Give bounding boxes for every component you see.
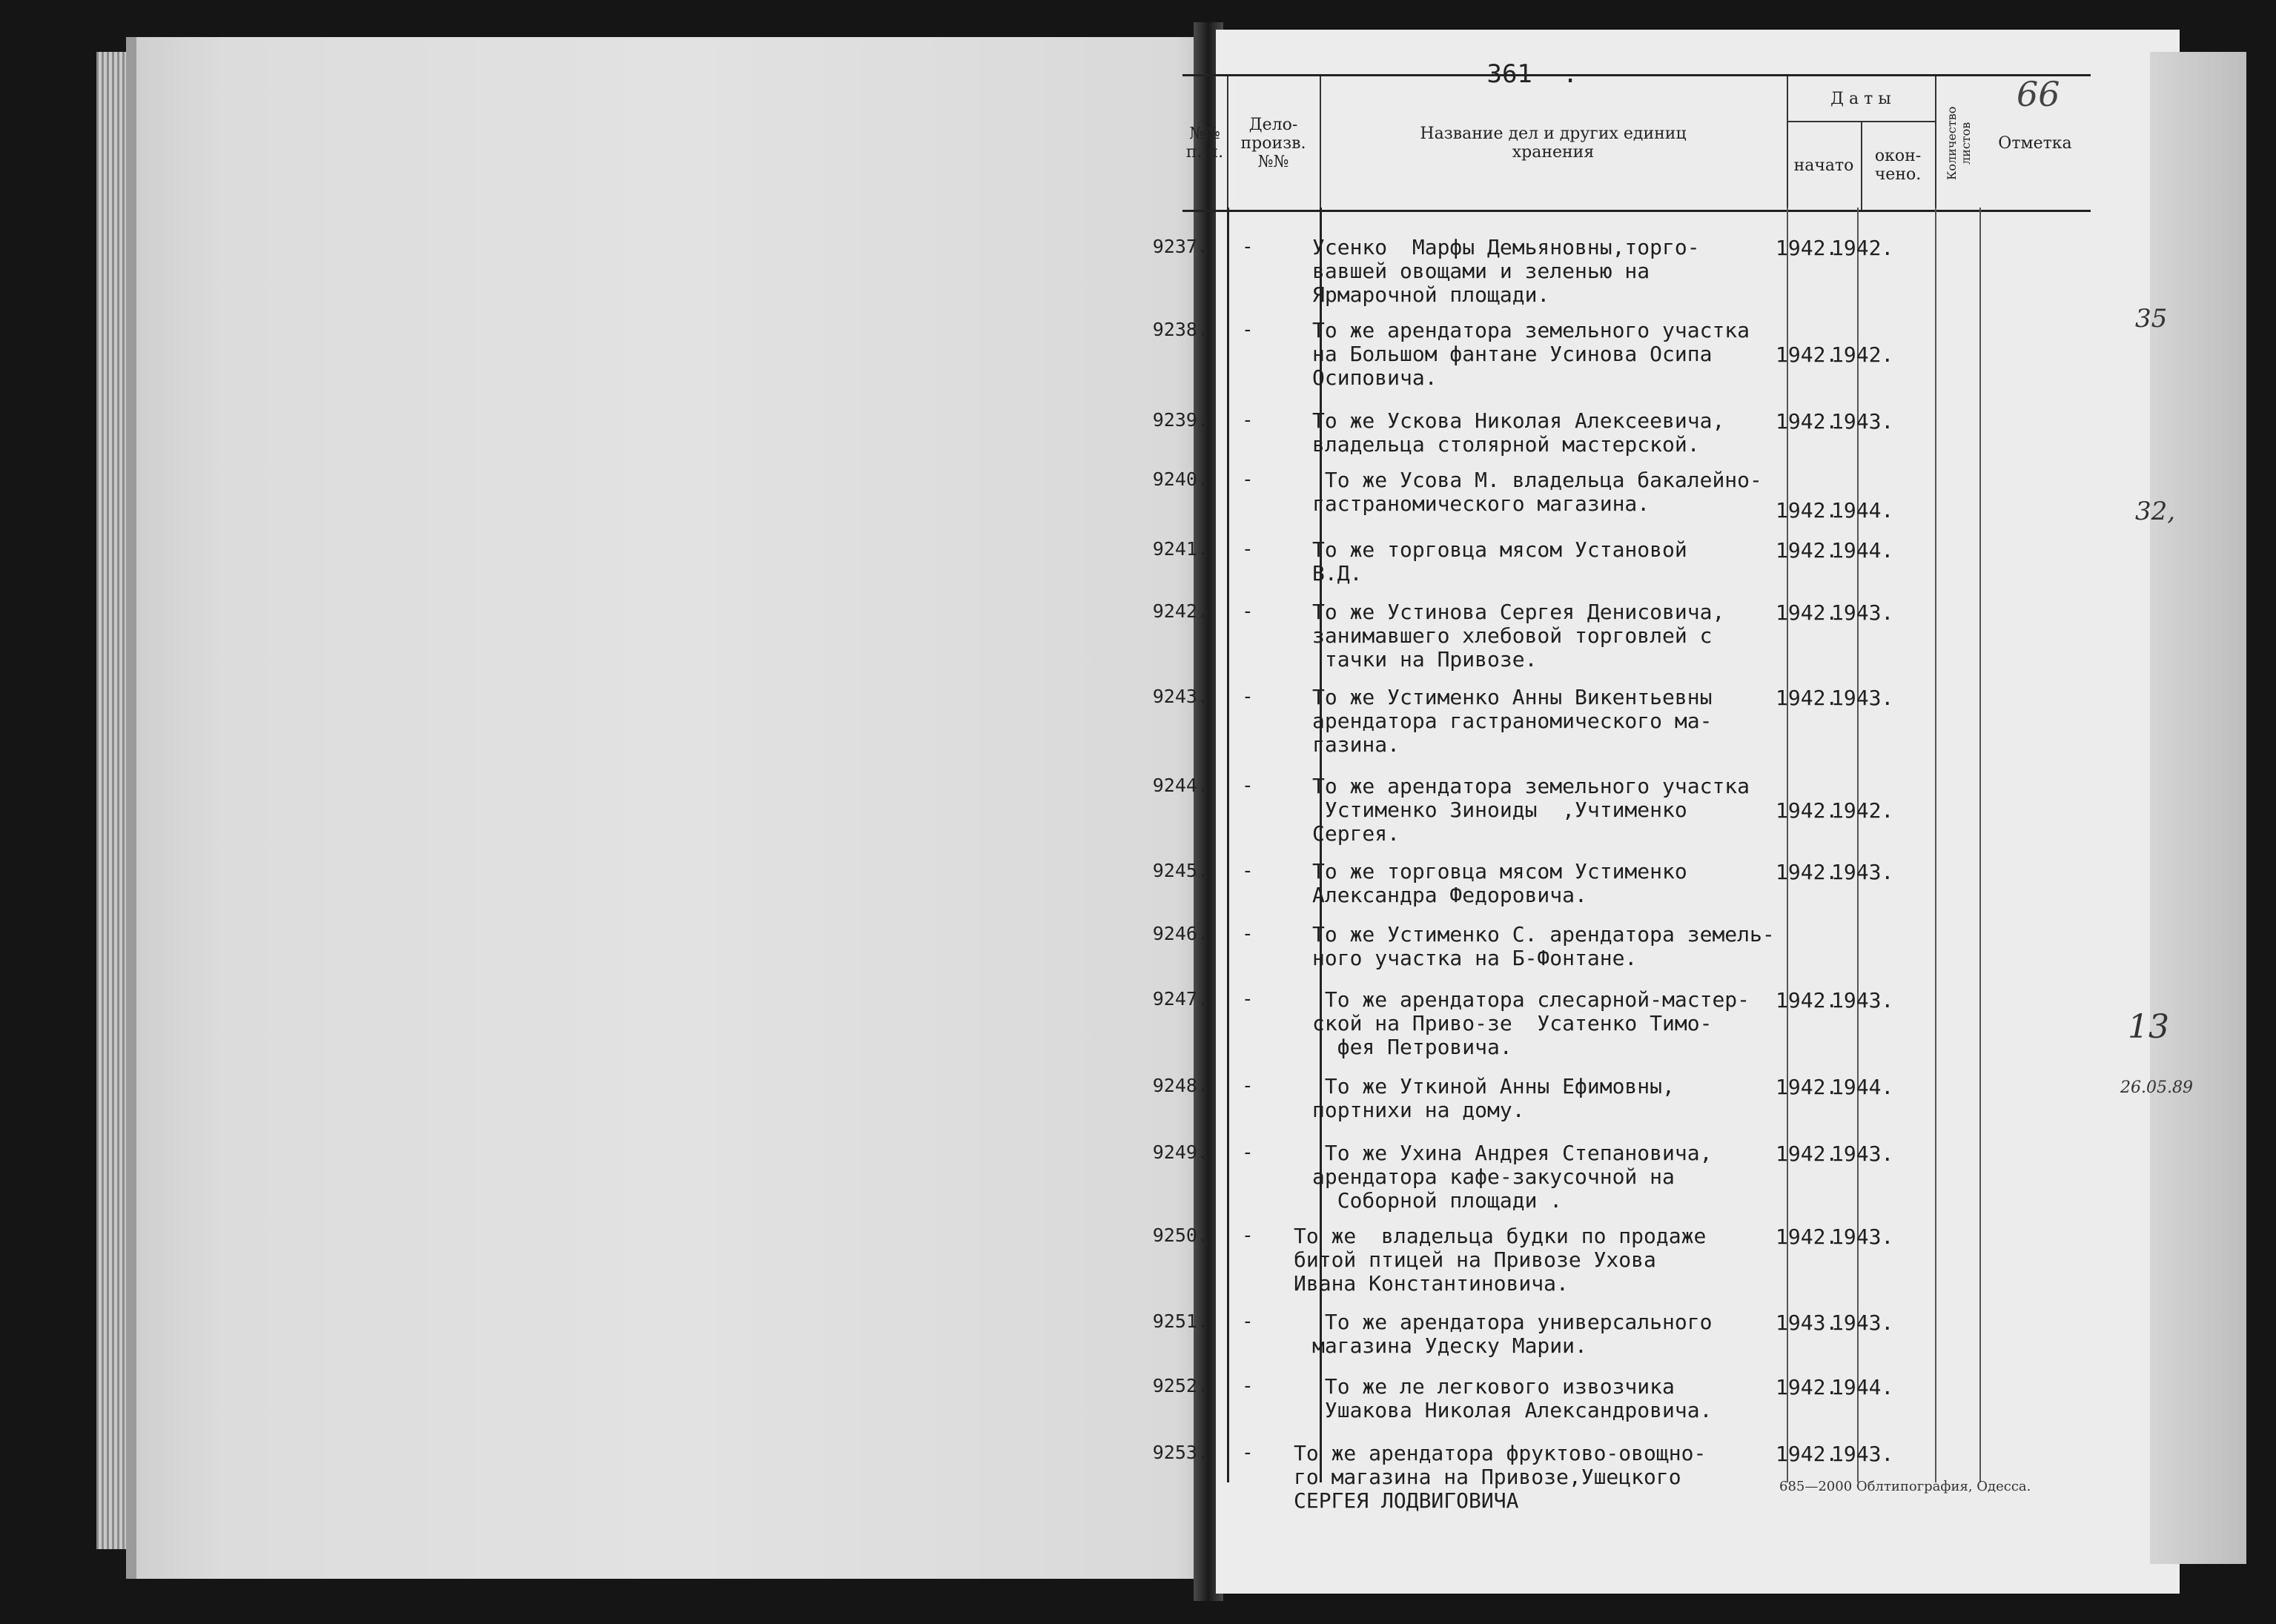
left-page-blank — [126, 37, 1219, 1579]
header-dates-group — [1787, 76, 1936, 210]
margin-note: 26.05.89 — [2120, 1078, 2193, 1097]
row-end: 1943. — [1831, 686, 1894, 710]
row-start: 1942. — [1776, 342, 1839, 367]
row-end: 1943. — [1831, 1442, 1894, 1466]
row-number: 9251. — [1152, 1310, 1208, 1332]
row-end: 1942. — [1831, 342, 1894, 367]
row-office: - — [1242, 1224, 1254, 1247]
row-number: 9242. — [1152, 600, 1208, 622]
column-rule — [1857, 208, 1859, 1482]
row-title: То же Ускова Николая Алексеевича, владельца столярной мастерской. — [1312, 408, 1725, 457]
header-num: №№ п. п. — [1182, 76, 1228, 210]
row-number: 9244. — [1152, 775, 1208, 796]
margin-note: 32, — [2135, 497, 2176, 526]
row-end: 1943. — [1831, 1224, 1894, 1249]
row-office: - — [1242, 409, 1254, 431]
row-title: То же Устинова Сергея Денисовича, занимавшего хлебовой торговлей с тачки на Привозе. — [1312, 600, 1725, 672]
row-office: - — [1242, 923, 1254, 945]
row-start: 1942. — [1776, 686, 1839, 710]
row-number: 9241. — [1152, 538, 1208, 560]
row-title: То же ле легкового извозчика Ушакова Николая Александровича. — [1324, 1374, 1713, 1422]
row-office: - — [1242, 1141, 1254, 1164]
row-number: 9247. — [1152, 988, 1208, 1010]
row-title: То же арендатора земельного участка Устименко Зиноиды ,Учтименко Сергея. — [1312, 774, 1750, 846]
row-start: 1942. — [1776, 860, 1839, 884]
row-office: - — [1242, 1375, 1254, 1397]
row-number: 9252. — [1152, 1375, 1208, 1396]
row-title: То же арендатора земельного участка на Большом фантане Усинова Осипа Осиповича. — [1312, 318, 1750, 390]
row-start: 1942. — [1776, 600, 1839, 625]
header-end: окон- чено. — [1874, 147, 1922, 184]
row-number: 9250. — [1152, 1224, 1208, 1246]
header-start: начато — [1787, 121, 1862, 210]
row-title: То же арендатора универсального магазина Удеску Марии. — [1312, 1310, 1713, 1358]
row-title: То же Устименко С. арендатора земель- ного участка на Б-Фонтане. — [1312, 922, 1775, 970]
row-end: 1943. — [1831, 600, 1894, 625]
row-office: - — [1242, 988, 1254, 1010]
header-note: Отметка — [1998, 133, 2072, 153]
row-office: - — [1242, 538, 1254, 560]
right-page-edge — [2150, 52, 2246, 1564]
row-office: - — [1242, 1075, 1254, 1097]
row-number: 9245. — [1152, 860, 1208, 881]
column-rule — [1979, 208, 1981, 1482]
row-title: То же владельца будки по продаже битой птицей на Привозе Ухова Ивана Константиновича. — [1294, 1224, 1707, 1296]
table-header — [1182, 74, 2091, 212]
row-end: 1943. — [1831, 409, 1894, 434]
row-number: 9249. — [1152, 1141, 1208, 1163]
column-rule — [1787, 208, 1788, 1482]
row-office: - — [1242, 860, 1254, 882]
row-number: 9237. — [1152, 236, 1208, 257]
row-end: 1942. — [1831, 236, 1894, 260]
row-title: То же Уткиной Анны Ефимовны, портнихи на дому. — [1312, 1074, 1675, 1122]
row-start: 1942. — [1776, 236, 1839, 260]
row-office: - — [1242, 236, 1254, 258]
header-title: Название дел и других единиц хранения — [1320, 76, 1788, 210]
row-start: 1942. — [1776, 409, 1839, 434]
row-title: То же торговца мясом Установой В.Д. — [1312, 537, 1687, 586]
row-end: 1944. — [1831, 1075, 1894, 1099]
column-rule — [1935, 208, 1936, 1482]
row-office: - — [1242, 1310, 1254, 1333]
row-number: 9253. — [1152, 1442, 1208, 1463]
row-office: - — [1242, 686, 1254, 708]
row-title: То же Усова М. владельца бакалейно- гастраномического магазина. — [1312, 468, 1762, 516]
row-office: - — [1242, 468, 1254, 491]
row-start: 1942. — [1776, 988, 1839, 1012]
row-end: 1943. — [1831, 1141, 1894, 1166]
printer-imprint: 685—2000 Облтипография, Одесса. — [1779, 1479, 2031, 1494]
row-title: То же арендатора фруктово-овощно- го магазина на Привозе,Ушецкого СЕРГЕЯ ЛОДВИГОВИЧА — [1294, 1441, 1707, 1513]
row-end: 1943. — [1831, 1310, 1894, 1335]
row-end: 1943. — [1831, 860, 1894, 884]
header-office: Дело- произв. №№ — [1227, 76, 1321, 210]
row-start: 1942. — [1776, 1224, 1839, 1249]
row-start: 1942. — [1776, 1375, 1839, 1399]
row-start: 1943. — [1776, 1310, 1839, 1335]
row-start: 1942. — [1776, 1141, 1839, 1166]
row-start: 1942. — [1776, 798, 1839, 823]
row-office: - — [1242, 1442, 1254, 1464]
header-dates: Д а т ы — [1787, 76, 1935, 122]
page-number: -361 -. — [1472, 59, 1578, 89]
row-start: 1942. — [1776, 498, 1839, 523]
row-number: 9238. — [1152, 319, 1208, 340]
row-title: То же торговца мясом Устименко Александра Федоровича. — [1312, 859, 1687, 907]
row-title: Усенко Марфы Демьяновны,торго- вавшей овощами и зеленью на Ярмарочной площади. — [1312, 235, 1700, 307]
row-end: 1942. — [1831, 798, 1894, 823]
row-number: 9248. — [1152, 1075, 1208, 1096]
row-end: 1944. — [1831, 1375, 1894, 1399]
column-rule — [1227, 208, 1229, 1482]
margin-note: 13 — [2128, 1008, 2169, 1046]
row-end: 1944. — [1831, 498, 1894, 523]
margin-note: 35 — [2135, 304, 2168, 334]
folio-number: 66 — [2017, 74, 2060, 114]
row-start: 1942. — [1776, 538, 1839, 563]
row-number: 9243. — [1152, 686, 1208, 707]
row-number: 9240. — [1152, 468, 1208, 490]
row-number: 9246. — [1152, 923, 1208, 944]
row-title: То же Ухина Андрея Степановича, арендатора кафе-закусочной на Соборной площади . — [1312, 1141, 1713, 1213]
row-end: 1944. — [1831, 538, 1894, 563]
row-end: 1943. — [1831, 988, 1894, 1012]
row-number: 9239. — [1152, 409, 1208, 431]
row-office: - — [1242, 319, 1254, 341]
row-office: - — [1242, 600, 1254, 623]
row-title: То же Устименко Анны Викентьевны арендатора гастраномического ма- газина. — [1312, 685, 1713, 757]
row-title: То же арендатора слесарной-мастер- ской на Приво-зе Усатенко Тимо- фея Петровича. — [1312, 987, 1750, 1059]
row-start: 1942. — [1776, 1442, 1839, 1466]
header-sheets: Количество листов — [1935, 76, 1981, 210]
row-office: - — [1242, 775, 1254, 797]
row-start: 1942. — [1776, 1075, 1839, 1099]
